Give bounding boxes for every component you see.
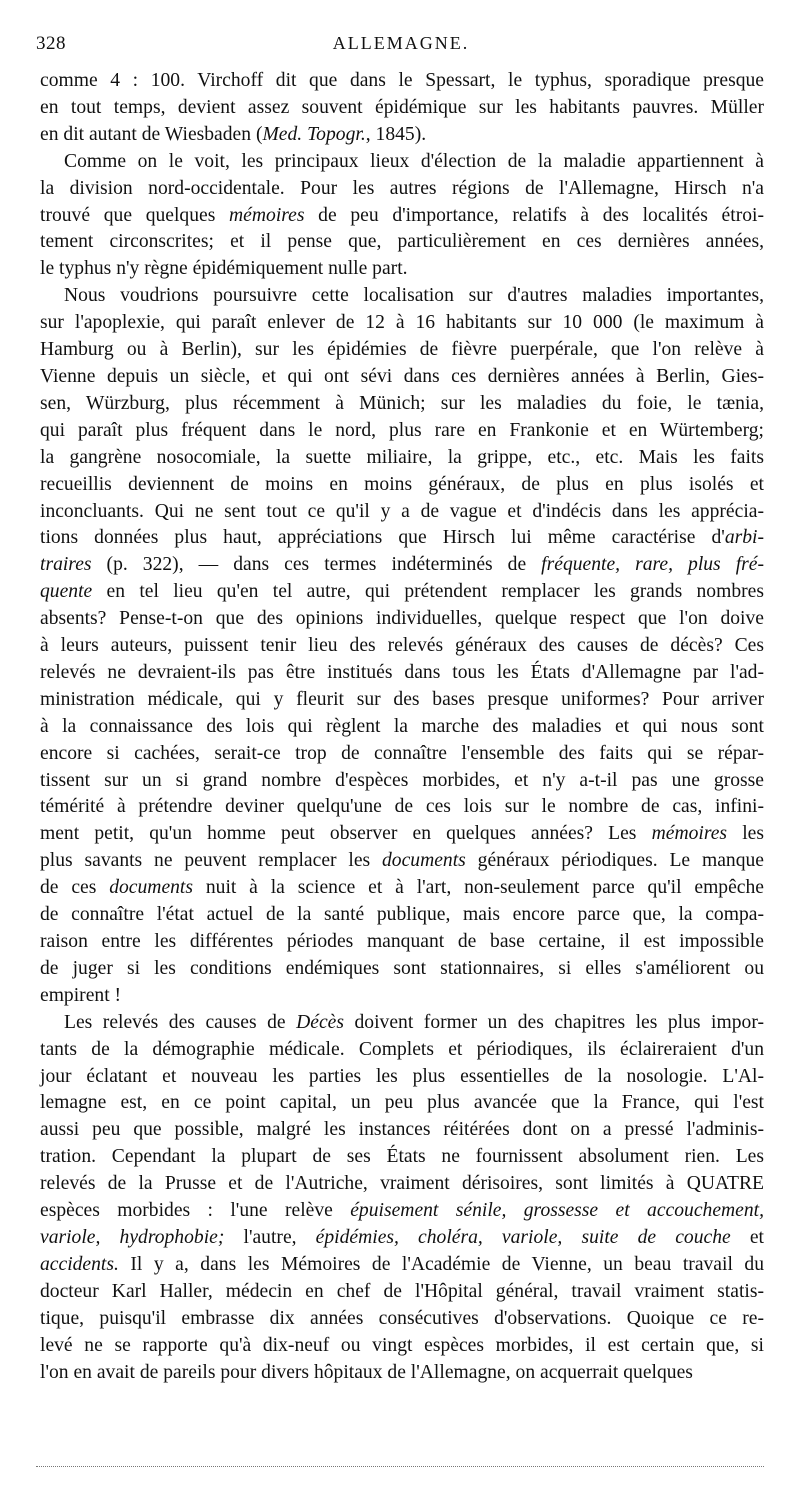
text-line: espèces morbides : l'une relève épuisement sénile, grossesse et accouchement, — [40, 1200, 764, 1222]
text-line: accidents. Il y a, dans les Mémoires de l'Académie de Vienne, un beau travail du — [40, 1253, 764, 1275]
text-line: variole, hydrophobie; l'autre, épidémies, choléra, variole, suite de couche et — [40, 1226, 764, 1248]
text-line: inconcluants. Qui ne sent tout ce qu'il y a de vague et d'indécis dans les apprécia- — [40, 500, 764, 522]
text-line: ment petit, qu'un homme peut observer en quelques années? Les mémoires les — [40, 823, 764, 845]
text-line: tique, puisqu'il embrasse dix années consécutives d'observations. Quoique ce re- — [40, 1307, 764, 1329]
paragraph — [40, 283, 764, 1009]
text-line: recueillis deviennent de moins en moins généraux, de plus en plus isolés et — [40, 473, 764, 495]
text-line: quente en tel lieu qu'en tel autre, qui prétendent remplacer les grands nombres — [40, 581, 764, 603]
text-line: docteur Karl Haller, médecin en chef de l'Hôpital général, travail vraiment statis- — [40, 1280, 764, 1302]
text-line: raison entre les différentes périodes manquant de base certaine, il est impossible — [40, 931, 764, 952]
text-line: absents? Pense-t-on que des opinions individuelles, quelque respect que l'on doive — [40, 608, 764, 630]
text-line: Nous voudrions poursuivre cette localisation sur d'autres maladies importantes, — [64, 285, 764, 307]
paragraph — [40, 149, 764, 284]
paragraph — [40, 1010, 764, 1387]
text-line: le typhus n'y règne épidémiquement nulle part. — [40, 258, 408, 280]
text-line: l'on en avait de pareils pour divers hôpitaux de l'Allemagne, on acquerrait quelques — [40, 1361, 693, 1383]
text-line: sen, Würzburg, plus récemment à Münich; sur les maladies du foie, le tænia, — [40, 392, 764, 414]
text-line: Vienne depuis un siècle, et qui ont sévi dans ces dernières années à Berlin, Gies- — [40, 365, 764, 387]
text-line: tants de la démographie médicale. Complets et périodiques, ils éclaireraient d'un — [40, 1038, 764, 1060]
text-line: tration. Cependant la plupart de ses États ne fournissent absolument rien. Les — [40, 1146, 764, 1168]
text-line: à leurs auteurs, puissent tenir lieu des relevés généraux des causes de décès? Ces — [40, 635, 764, 657]
text-line: empirent ! — [40, 984, 122, 1006]
text-line: encore si cachées, serait-ce trop de connaître l'ensemble des faits qui se répar- — [40, 742, 764, 764]
text-line: jour éclatant et nouveau les parties les plus essentielles de la nosologie. L'Al- — [40, 1065, 764, 1087]
footer-dotted-rule — [36, 1466, 764, 1467]
text-line: trouvé que quelques mémoires de peu d'importance, relatifs à des localités étroi- — [40, 204, 764, 226]
text-line: relevés ne devraient-ils pas être institués dans tous les États d'Allemagne par l'ad- — [40, 661, 764, 683]
text-line: tions données plus haut, appréciations que Hirsch lui même caractérise d'arbi- — [40, 527, 764, 549]
text-line: la division nord-occidentale. Pour les autres régions de l'Allemagne, Hirsch n'a — [40, 177, 764, 199]
text-line: relevés de la Prusse et de l'Autriche, vraiment dérisoires, sont limités à QUATRE — [40, 1173, 764, 1195]
text-line: Les relevés des causes de Décès doivent former un des chapitres les plus impor- — [64, 1011, 764, 1033]
text-line: comme 4 : 100. Virchoff dit que dans le Spessart, le typhus, sporadique presque — [40, 70, 764, 91]
text-line: aussi peu que possible, malgré les instances réitérées dont on a pressé l'adminis- — [40, 1119, 764, 1141]
text-line: en tout temps, devient assez souvent épidémique sur les habitants pauvres. Müller — [40, 96, 764, 118]
text-line: traires (p. 322), — dans ces termes indéterminés de fréquente, rare, plus fré- — [40, 554, 764, 576]
text-line: de connaître l'état actuel de la santé publique, mais encore parce que, la compa- — [40, 904, 764, 926]
text-line: qui paraît plus fréquent dans le nord, plus rare en Frankonie et en Würtemberg; — [40, 419, 764, 441]
page-header — [36, 33, 766, 57]
text-line: témérité à prétendre deviner quelqu'une de ces lois sur le nombre de cas, infini- — [40, 796, 764, 818]
text-line: Comme on le voit, les principaux lieux d'élection de la maladie appartiennent à — [64, 150, 764, 172]
text-line: tement circonscrites; et il pense que, particulièrement en ces dernières années, — [40, 231, 764, 253]
text-line: levé ne se rapporte qu'à dix-neuf ou vingt espèces morbides, il est certain que, si — [40, 1334, 764, 1356]
paragraph — [40, 68, 764, 149]
page-number: 328 — [36, 33, 66, 54]
text-line: tissent sur un si grand nombre d'espèces morbides, et n'y a-t-il pas une grosse — [40, 769, 764, 791]
body-text — [40, 68, 764, 1386]
running-head: ALLEMAGNE. — [332, 33, 470, 53]
text-line: Hamburg ou à Berlin), sur les épidémies de fièvre puerpérale, que l'on relève à — [40, 339, 764, 361]
text-line: lemagne est, en ce point capital, un peu plus avancée que la France, qui l'est — [40, 1092, 764, 1114]
text-line: en dit autant de Wiesbaden (Med. Topogr., 1845). — [40, 123, 427, 145]
text-line: ministration médicale, qui y fleurit sur des bases presque uniformes? Pour arriver — [40, 688, 764, 710]
text-line: la gangrène nosocomiale, la suette miliaire, la grippe, etc., etc. Mais les faits — [40, 446, 764, 468]
text-line: sur l'apoplexie, qui paraît enlever de 12 à 16 habitants sur 10 000 (le maximum à — [40, 312, 764, 334]
text-line: plus savants ne peuvent remplacer les documents généraux périodiques. Le manque — [40, 850, 764, 872]
text-line: de juger si les conditions endémiques sont stationnaires, si elles s'améliorent ou — [40, 957, 764, 979]
text-line: à la connaissance des lois qui règlent la marche des maladies et qui nous sont — [40, 715, 764, 737]
text-line: de ces documents nuit à la science et à l'art, non-seulement parce qu'il empêche — [40, 877, 764, 899]
